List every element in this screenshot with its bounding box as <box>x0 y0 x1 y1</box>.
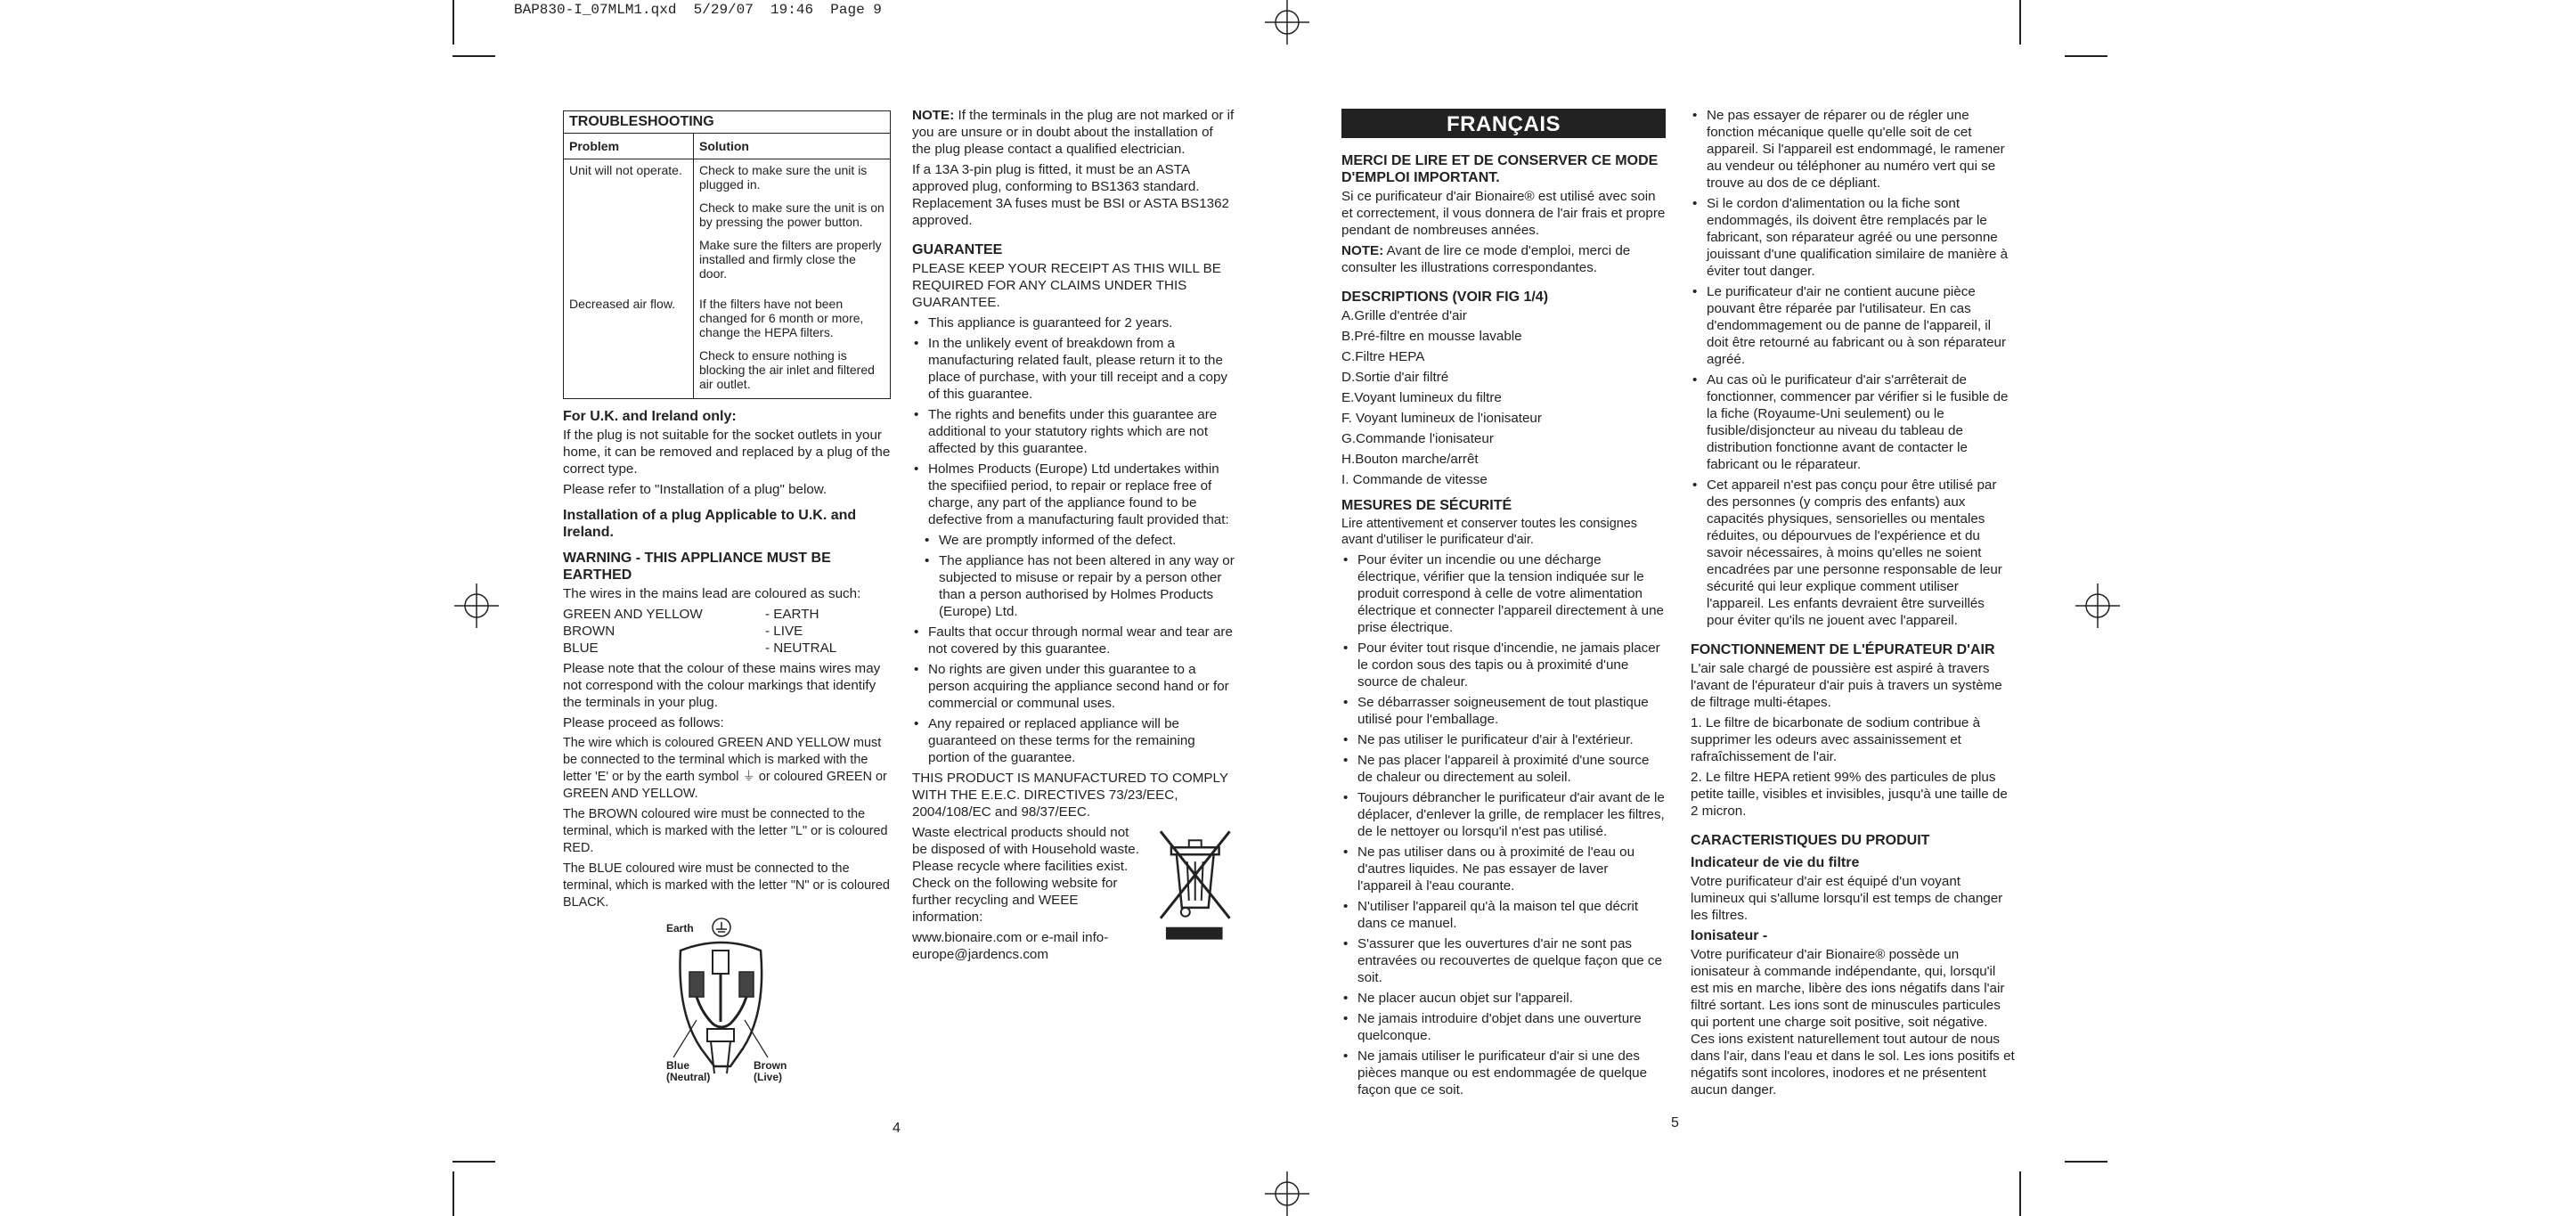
crop-mark <box>2019 1171 2021 1216</box>
note-text: Avant de lire ce mode d'emploi, merci de consulter les illustrations correspondantes. <box>1341 243 1631 275</box>
crop-mark <box>2019 0 2021 45</box>
guarantee-sublist <box>912 532 1235 620</box>
safety-list <box>1341 551 1666 1098</box>
crop-mark <box>2065 55 2107 57</box>
plug-label-earth: Earth <box>666 922 694 934</box>
list-item: • Ne pas essayer de réparer ou de régler une fonction mécanique quelle qu'elle soit de cet appareil. Si l'appareil est endommagé, le ramener au vendeur ou téléphoner au numéro vert qui se trouve au dos de ce dépliant. <box>1691 107 2015 192</box>
crossed-bin-weee-icon <box>1155 822 1235 947</box>
column-francais <box>1341 109 1666 1102</box>
list-item: A.Grille d'entrée d'air <box>1341 308 1467 323</box>
registration-mark-icon <box>1265 1171 1309 1216</box>
crop-mark <box>452 55 495 57</box>
plug-diagram <box>563 915 891 1093</box>
crop-mark <box>452 0 454 45</box>
guarantee-list <box>912 314 1235 528</box>
wire-color: GREEN AND YELLOW <box>563 607 703 622</box>
list-item: • No rights are given under this guarantee to a person acquiring the appliance second hand or for commercial or communal uses. <box>912 661 1235 712</box>
list-item: • The rights and benefits under this guarantee are additional to your statutory rights which are not affected by this guarantee. <box>912 406 1235 457</box>
uk-plug-wiring-icon <box>661 915 777 1075</box>
solution-cell <box>694 159 890 293</box>
wire-color: BROWN <box>563 624 615 639</box>
list-item: • Pour éviter un incendie ou une décharge électrique, vérifier que la tension indiquée sur le produit correspond à celle de votre alimentation électrique et connecter l'appareil directement à une prise électrique. <box>1341 551 1666 636</box>
problem-cell: Decreased air flow. <box>564 293 694 398</box>
list-item: • We are promptly informed of the defect. <box>912 532 1235 549</box>
list-item: • Holmes Products (Europe) Ltd undertakes within the specifiied period, to repair or replace free of charge, any part of the appliance found to be defective from a manufacturing fault provided that: <box>912 461 1235 528</box>
list-item: • Toujours débrancher le purificateur d'air avant de le déplacer, d'enlever la grille, de remplacer les filtres, de le nettoyer ou lorsqu'il n'est pas utilisé. <box>1341 789 1666 840</box>
paragraph: Lire attentivement et conserver toutes les consignes avant d'utiliser le purificateur d'air. <box>1341 517 1637 547</box>
list-item: • This appliance is guaranteed for 2 years. <box>912 314 1235 331</box>
list-item: • Ne pas placer l'appareil à proximité d'une source de chaleur ou directement au soleil. <box>1341 752 1666 786</box>
list-item: I. Commande de vitesse <box>1341 472 1488 487</box>
list-item: • Faults that occur through normal wear and tear are not covered by this guarantee. <box>912 624 1235 657</box>
paragraph: If a 13A 3-pin plug is fitted, it must be an ASTA approved plug, conforming to BS1363 standard. Replacement 3A fuses must be BSI or ASTA BS1362 approved. <box>912 162 1229 228</box>
plug-label-text: Blue <box>666 1059 690 1072</box>
paragraph: Please refer to "Installation of a plug" below. <box>563 482 827 497</box>
list-item: • Ne jamais introduire d'objet dans une ouverture quelconque. <box>1341 1010 1666 1044</box>
wire-role: - EARTH <box>765 607 819 622</box>
paragraph: The BLUE coloured wire must be connected to the terminal, which is marked with the letter "N" or is coloured BLACK. <box>563 861 890 910</box>
list-item: • Le purificateur d'air ne contient aucune pièce pouvant être réparée par l'utilisateur. En cas d'endommagement ou de panne de l'appareil, il doit être retourné au fabricant ou à son réparateur agréé. <box>1691 283 2015 368</box>
crop-mark <box>452 1171 454 1216</box>
plug-label-brown <box>754 1060 787 1083</box>
paragraph: Votre purificateur d'air est équipé d'un voyant lumineux qui s'allume lorsqu'il est temps de changer les filtres. <box>1691 874 2003 923</box>
paragraph: The wire which is coloured GREEN AND YELLOW must be connected to the terminal which is marked with the letter 'E' or by the earth symbol ⏚ or coloured GREEN or GREEN AND YELLOW. <box>563 736 887 801</box>
paragraph: Please proceed as follows: <box>563 715 724 730</box>
list-item: • N'utiliser l'appareil qu'à la maison tel que décrit dans ce manuel. <box>1341 898 1666 932</box>
list-item: • Ne pas utiliser le purificateur d'air à l'extérieur. <box>1341 731 1666 748</box>
paragraph: The BROWN coloured wire must be connected to the terminal, which is marked with the letter "L" or is coloured RED. <box>563 807 888 855</box>
registration-mark-icon <box>2075 584 2120 628</box>
guarantee-heading: GUARANTEE <box>912 242 1003 257</box>
crop-mark <box>452 1161 495 1163</box>
column-header-solution: Solution <box>699 139 749 153</box>
plug-label-text: Brown <box>754 1059 787 1072</box>
list-item: • Ne jamais utiliser le purificateur d'air si une des pièces manque ou est endommagée de quelque façon que ce soit. <box>1341 1048 1666 1098</box>
troubleshooting-table <box>563 110 891 399</box>
table-row <box>564 293 890 398</box>
print-slug: BAP830-I_07MLM1.qxd 5/29/07 19:46 Page 9 <box>514 2 882 18</box>
problem-cell: Unit will not operate. <box>564 159 694 293</box>
paragraph: Please note that the colour of these mains wires may not correspond with the colour markings that identify the terminals in your plug. <box>563 661 881 710</box>
list-item: F. Voyant lumineux de l'ionisateur <box>1341 411 1542 426</box>
wire-color-list <box>563 606 891 657</box>
safety-heading: MESURES DE SÉCURITÉ <box>1341 498 1512 513</box>
solution-text: Check to make sure the unit is on by pressing the power button. <box>699 200 884 229</box>
function-list <box>1691 714 2015 820</box>
list-item: 1. Le filtre de bicarbonate de sodium contribue à supprimer les odeurs avec assainissement et rafraîchissement de l'air. <box>1691 715 1981 764</box>
list-item <box>563 623 891 640</box>
wire-role: - NEUTRAL <box>765 641 837 656</box>
crop-mark <box>2065 1161 2107 1163</box>
list-item: • In the unlikely event of breakdown from a manufacturing related fault, please return it to the place of purchase, with your till receipt and a copy of this guarantee. <box>912 335 1235 403</box>
characteristics-heading: CARACTERISTIQUES DU PRODUIT <box>1691 833 1930 848</box>
language-title: FRANÇAIS <box>1341 109 1666 138</box>
list-item: • S'assurer que les ouvertures d'air ne sont pas entravées ou recouvertes de quelque façon que ce soit. <box>1341 935 1666 986</box>
list-item: • Ne pas utiliser dans ou à proximité de l'eau ou d'autres liquides. Ne pas essayer de laver l'appareil à l'eau courante. <box>1341 844 1666 894</box>
paragraph: Votre purificateur d'air Bionaire® possède un ionisateur à commande indépendante, qui, lorsqu'il est mis en marche, libère des ions négatifs dans l'air filtré sortant. Les ions sont de minuscules particules qui portent une charge soit positive, soit négative. Ces ions existent naturellement tout autour de nous dans l'air, dans l'eau et dans le sol. Les ions positifs et négatifs sont incolores, inodores et ne présentent aucun danger. <box>1691 947 2015 1098</box>
plug-label-blue <box>666 1060 710 1083</box>
paragraph: PLEASE KEEP YOUR RECEIPT AS THIS WILL BE REQUIRED FOR ANY CLAIMS UNDER THIS GUARANTEE. <box>912 261 1221 310</box>
table-header <box>564 134 890 159</box>
list-item: 2. Le filtre HEPA retient 99% des particules de plus petite taille, visibles et invisibles, jusqu'à une taille de 2 micron. <box>1691 770 2008 819</box>
list-item <box>563 606 891 623</box>
merci-heading: MERCI DE LIRE ET DE CONSERVER CE MODE D'EMPLOI IMPORTANT. <box>1341 153 1659 185</box>
plug-label-text: (Live) <box>754 1071 783 1083</box>
weee-block <box>912 824 1235 967</box>
list-item: E.Voyant lumineux du filtre <box>1341 390 1502 405</box>
plug-label-text: (Neutral) <box>666 1071 711 1083</box>
note-paragraph <box>1341 242 1666 276</box>
warning-heading: WARNING - THIS APPLIANCE MUST BE EARTHED <box>563 551 831 583</box>
paragraph: Waste electrical products should not be disposed of with Household waste. Please recycle where facilities exist. Check on the following website for further recycling and WEEE information: <box>912 825 1139 925</box>
descriptions-heading: DESCRIPTIONS (VOIR FIG 1/4) <box>1341 290 1549 305</box>
page-number: 5 <box>1671 1115 1679 1130</box>
wire-role: - LIVE <box>765 624 803 639</box>
list-item: • Ne placer aucun objet sur l'appareil. <box>1341 990 1666 1007</box>
wire-color: BLUE <box>563 641 599 656</box>
solution-text: Make sure the filters are properly installed and firmly close the door. <box>699 238 882 281</box>
list-item: • Pour éviter tout risque d'incendie, ne jamais placer le cordon sous des tapis ou à proximité d'une source de chaleur. <box>1341 640 1666 690</box>
table-row <box>564 159 890 293</box>
list-item: • Any repaired or replaced appliance will be guaranteed on these terms for the remaining portion of the guarantee. <box>912 715 1235 766</box>
list-item: • Se débarrasser soigneusement de tout plastique utilisé pour l'emballage. <box>1341 694 1666 728</box>
list-item: • Si le cordon d'alimentation ou la fiche sont endommagés, ils doivent être remplacés par le fabricant, son réparateur agréé ou une personne jouissant d'une qualification similaire de manière à éviter tout danger. <box>1691 195 2015 280</box>
paragraph: If the plug is not suitable for the socket outlets in your home, it can be removed and replaced by a plug of the correct type. <box>563 428 891 477</box>
weee-text-block <box>912 824 1145 967</box>
list-item: B.Pré-filtre en mousse lavable <box>1341 329 1522 344</box>
list-item: • Au cas où le purificateur d'air s'arrêterait de fonctionner, commencer par vérifier si le fusible de la fiche (Royaume-Uni seulement) ou le fusible/disjoncteur au niveau du tableau de distribution fonctionne avant de contacter le fabricant ou le réparateur. <box>1691 371 2015 473</box>
paragraph: THIS PRODUCT IS MANUFACTURED TO COMPLY WITH THE E.E.C. DIRECTIVES 73/23/EEC, 2004/108/EC and 98/37/EEC. <box>912 771 1228 820</box>
solution-cell <box>694 293 890 398</box>
solution-text: Check to make sure the unit is plugged in. <box>699 163 868 192</box>
function-heading: FONCTIONNEMENT DE L'ÉPURATEUR D'AIR <box>1691 642 1995 657</box>
column-header-problem: Problem <box>564 134 694 159</box>
descriptions-list <box>1341 307 1666 488</box>
contact-paragraph: www.bionaire.com or e-mail info-europe@jardencs.com <box>912 930 1109 962</box>
list-item <box>563 640 891 657</box>
uk-heading: For U.K. and Ireland only: <box>563 409 737 424</box>
column-troubleshooting <box>563 110 891 1093</box>
column-guarantee <box>912 107 1235 967</box>
paragraph: The wires in the mains lead are coloured as such: <box>563 586 861 601</box>
column-francais-cont <box>1691 107 2015 1102</box>
list-item: G.Commande l'ionisateur <box>1341 431 1494 446</box>
note-paragraph <box>912 107 1235 158</box>
filter-indicator-heading: Indicateur de vie du filtre <box>1691 855 1860 870</box>
install-heading: Installation of a plug Applicable to U.K. and Ireland. <box>563 508 857 540</box>
note-label: NOTE: <box>1341 243 1384 258</box>
list-item: C.Filtre HEPA <box>1341 349 1425 364</box>
note-text: If the terminals in the plug are not marked or if you are unsure or in doubt about the installation of the plug please contact a qualified electrician. <box>912 108 1235 157</box>
guarantee-list <box>912 624 1235 766</box>
list-item: D.Sortie d'air filtré <box>1341 370 1449 385</box>
registration-mark-icon <box>1265 0 1309 45</box>
list-item: • The appliance has not been altered in any way or subjected to misuse or repair by a person other than a person authorised by Holmes Products (Europe) Ltd. <box>912 552 1235 620</box>
note-label: NOTE: <box>912 108 955 123</box>
list-item: • Cet appareil n'est pas conçu pour être utilisé par des personnes (y compris des enfants) aux capacités physiques, sensorielles ou mentales réduites, ou dépourvues de l'expérience et du savoir nécessaires, à moins qu'elles ne soient encadrées par une personne responsable de leur sécurité qui leur explique comment utiliser l'appareil. Les enfants devraient être surveillés pour éviter qu'ils ne jouent avec l'appareil. <box>1691 477 2015 629</box>
paragraph: Si ce purificateur d'air Bionaire® est utilisé avec soin et correctement, il vous donnera de l'air frais et propre pendant de nombreuses années. <box>1341 189 1666 238</box>
solution-text: Check to ensure nothing is blocking the air inlet and filtered air outlet. <box>699 348 875 391</box>
paragraph: L'air sale chargé de poussière est aspiré à travers l'avant de l'épurateur d'air puis à travers un système de filtrage multi-étapes. <box>1691 661 2002 710</box>
table-title: TROUBLESHOOTING <box>564 111 890 134</box>
page-number: 4 <box>893 1121 901 1136</box>
ionizer-heading: Ionisateur - <box>1691 928 1768 943</box>
safety-list <box>1691 107 2015 629</box>
list-item: H.Bouton marche/arrêt <box>1341 452 1479 467</box>
registration-mark-icon <box>454 584 499 628</box>
solution-text: If the filters have not been changed for 6 month or more, change the HEPA filters. <box>699 297 864 339</box>
